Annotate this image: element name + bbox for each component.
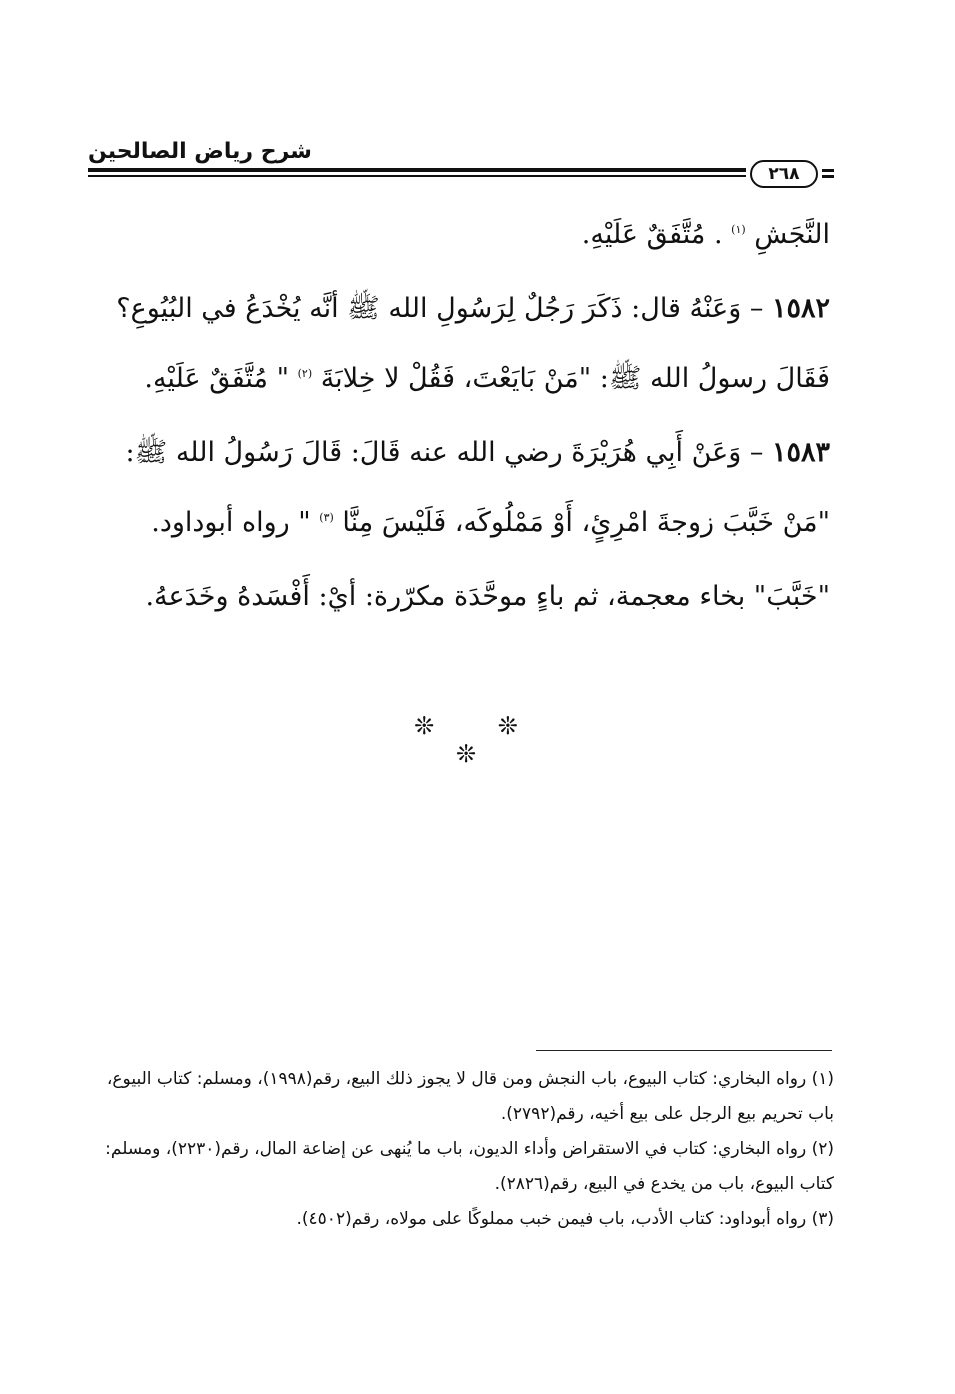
hadith-number: ١٥٨٣ — [771, 437, 830, 468]
footnote-ref-2: (٢) — [297, 367, 313, 380]
hadith-1583 — [90, 418, 830, 558]
footnote-separator — [536, 1050, 832, 1051]
section-divider-stars: ❊ ❊ ❊ — [414, 712, 546, 768]
header-ornament-top — [822, 169, 834, 172]
continuation-text: النَّجَشِ — [754, 219, 830, 250]
page-header — [88, 135, 833, 185]
hadith-text: – وَعَنْهُ قال: ذَكَرَ رَجُلٌ لِرَسُولِ الله ﷺ أنَّه يُخْدَعُ في البُيُوعِ؟ فَقَالَ رسولُ الله ﷺ: "مَنْ بَايَعْتَ، فَقُلْ لا خِلابَةَ — [116, 293, 830, 394]
footnote-1: (١) رواه البخاري: كتاب البيوع، باب النجش ومن قال لا يجوز ذلك البيع، رقم(١٩٩٨)، ومسلم: كتاب البيوع، باب تحريم بيع الرجل على بيع أخيه، رقم(٢٧٩٢). — [106, 1069, 834, 1124]
footnote-ref-1: (١) — [731, 223, 746, 236]
footnotes — [84, 1062, 834, 1237]
hadith-1582 — [90, 274, 830, 414]
continuation-text-end: . مُتَّفَقٌ عَلَيْهِ. — [581, 219, 723, 250]
header-rule-thick — [88, 168, 746, 172]
hadith-text-end: " رواه أبوداود. — [151, 507, 311, 538]
gloss-paragraph: "خَبَّبَ" بخاء معجمة، ثم باءٍ موحَّدَة مكرّرة: أيْ: أَفْسَدهُ وخَدَعهُ. — [145, 581, 830, 612]
book-title: شرح رياض الصالحين — [88, 139, 312, 164]
footnote-ref-3: (٣) — [319, 511, 334, 524]
footnote-3: (٣) رواه أبوداود: كتاب الأدب، باب فيمن خبب مملوكًا على مولاه، رقم(٤٥٠٢). — [296, 1209, 834, 1229]
page-number: ٢٦٨ — [750, 160, 818, 188]
continuation-paragraph — [90, 200, 830, 270]
hadith-number: ١٥٨٢ — [771, 293, 830, 324]
page-body — [90, 200, 830, 632]
footnote-2: (٢) رواه البخاري: كتاب في الاستقراض وأداء الديون، باب ما يُنهى عن إضاعة المال، رقم(٢٢٣٠)، ومسلم: كتاب البيوع، باب من يخدع في البيع، رقم(٢٨٢٦). — [105, 1139, 834, 1194]
header-ornament-bottom — [822, 175, 834, 178]
hadith-text: – وَعَنْ أَبِي هُرَيْرَةَ رضي الله عنه قَالَ: قَالَ رَسُولُ الله ﷺ: "مَنْ خَبَّبَ زوجةَ امْرِئٍ، أَوْ مَمْلُوكَه، فَلَيْسَ مِنَّا — [125, 437, 830, 538]
hadith-text-end: " مُتَّفَقٌ عَلَيْهِ. — [144, 363, 289, 394]
header-rule-thin — [88, 175, 746, 177]
page-number-badge — [750, 160, 836, 188]
